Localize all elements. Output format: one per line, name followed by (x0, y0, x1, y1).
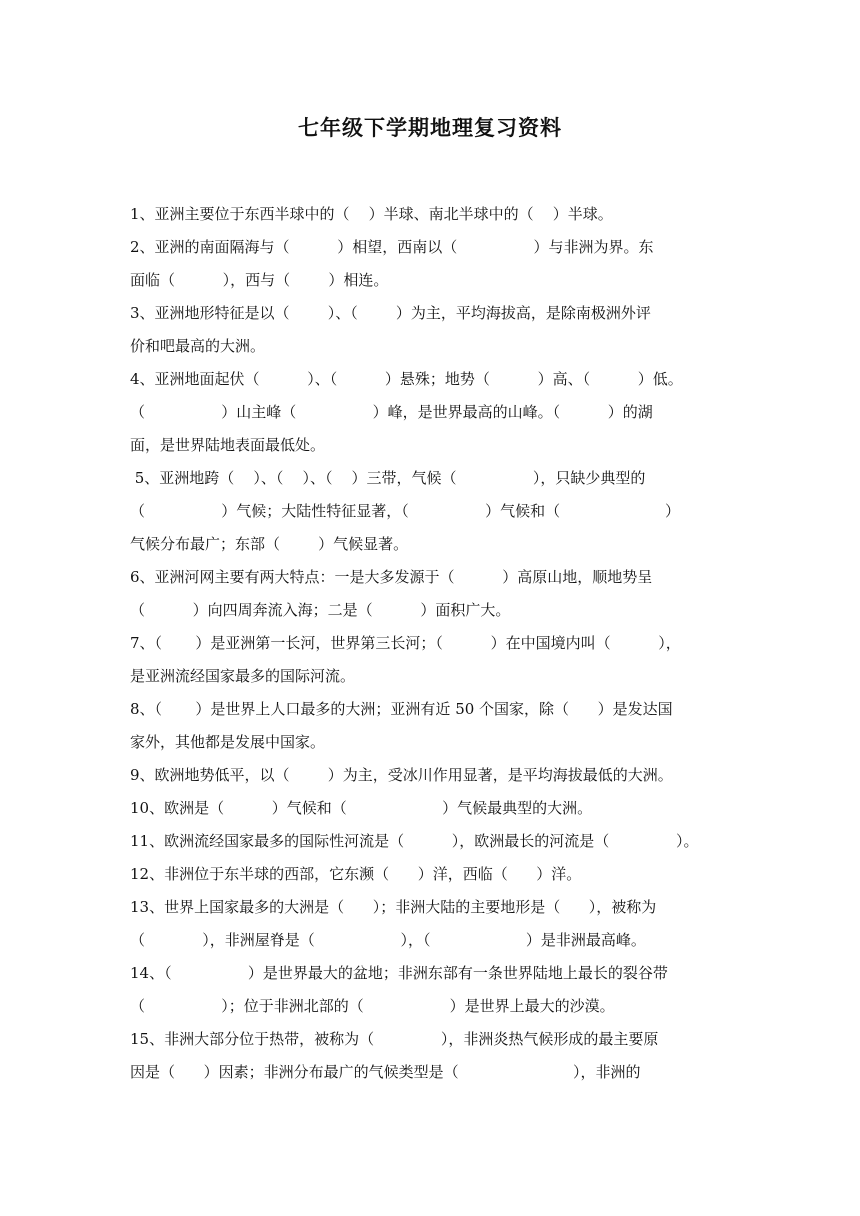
text-line: 因是（ ）因素；非洲分布最广的气候类型是（ ），非洲的 (130, 1063, 641, 1081)
text-line: 面临（ ），西与（ ）相连。 (130, 271, 389, 289)
text-line: 12、非洲位于东半球的西部，它东濒（ ）洋，西临（ ）洋。 (130, 865, 582, 883)
text-line: 14、（ ）是世界最大的盆地；非洲东部有一条世界陆地上最长的裂谷带 (130, 964, 668, 982)
text-line: （ ）向四周奔流入海；二是（ ）面积广大。 (130, 601, 511, 619)
text-line: （ ）气候；大陆性特征显著，（ ）气候和（ ） (130, 502, 680, 520)
text-line: 3、亚洲地形特征是以（ ）、（ ）为主，平均海拔高，是除南极洲外评 (130, 304, 651, 322)
text-line: 价和吧最高的大洲。 (130, 337, 266, 355)
text-line: 2、亚洲的南面隔海与（ ）相望，西南以（ ）与非洲为界。东 (130, 238, 654, 256)
text-line: （ ）；位于非洲北部的（ ）是世界上最大的沙漠。 (130, 997, 615, 1015)
text-line: （ ）山主峰（ ）峰，是世界最高的山峰。（ ）的湖 (130, 403, 653, 421)
text-line: 15、非洲大部分位于热带，被称为（ ），非洲炎热气候形成的最主要原 (130, 1030, 659, 1048)
document-body (130, 198, 734, 1089)
text-line: 4、亚洲地面起伏（ ）、（ ）悬殊；地势（ ）高、（ ）低。 (130, 370, 683, 388)
text-line: 1、亚洲主要位于东西半球中的（ ）半球、南北半球中的（ ）半球。 (130, 205, 613, 223)
text-line: 8、（ ）是世界上人口最多的大洲；亚洲有近 50 个国家，除（ ）是发达国 (130, 700, 673, 718)
text-line: 7、（ ）是亚洲第一长河，世界第三长河；（ ）在中国境内叫（ ）， (130, 634, 681, 652)
text-line: 5、亚洲地跨（ ）、（ ）、（ ）三带，气候（ ），只缺少典型的 (130, 469, 646, 487)
text-line: 11、欧洲流经国家最多的国际性河流是（ ），欧洲最长的河流是（ ）。 (130, 832, 699, 850)
text-line: 10、欧洲是（ ）气候和（ ）气候最典型的大洲。 (130, 799, 593, 817)
document-title: 七年级下学期地理复习资料 (298, 115, 562, 140)
text-line: 家外，其他都是发展中国家。 (130, 733, 326, 751)
text-line: 气候分布最广；东部（ ）气候显著。 (130, 535, 409, 553)
text-line: 13、世界上国家最多的大洲是（ ）；非洲大陆的主要地形是（ ），被称为 (130, 898, 657, 916)
text-line: 9、欧洲地势低平，以（ ）为主，受冰川作用显著，是平均海拔最低的大洲。 (130, 766, 673, 784)
text-line: 6、亚洲河网主要有两大特点：一是大多发源于（ ）高原山地，顺地势呈 (130, 568, 653, 586)
text-line: 是亚洲流经国家最多的国际河流。 (130, 667, 356, 685)
text-line: （ ），非洲屋脊是（ ），（ ）是非洲最高峰。 (130, 931, 646, 949)
text-line: 面，是世界陆地表面最低处。 (130, 436, 326, 454)
